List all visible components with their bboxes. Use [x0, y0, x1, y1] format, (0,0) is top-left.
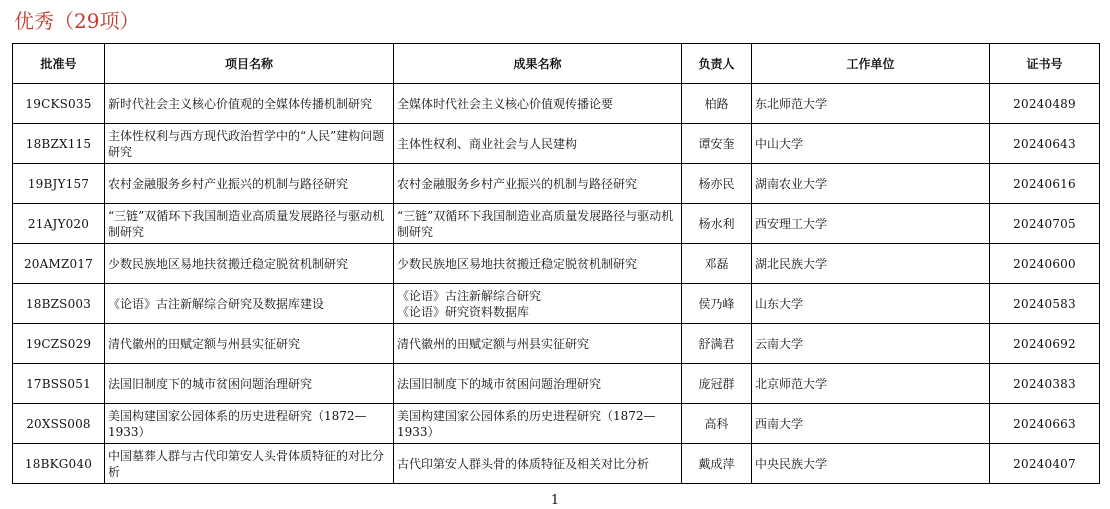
table-header-row: [13, 44, 1100, 84]
header-certificate-number: 证书号: [990, 44, 1100, 84]
header-project-name: 项目名称: [105, 44, 394, 84]
header-result-name: 成果名称: [394, 44, 682, 84]
cell-work-unit: 西安理工大学: [752, 204, 990, 244]
table-row: [13, 204, 1100, 244]
cell-leader: 庞冠群: [682, 364, 752, 404]
cell-approval-number: 19CKS035: [13, 84, 105, 124]
cell-work-unit: 北京师范大学: [752, 364, 990, 404]
header-leader: 负责人: [682, 44, 752, 84]
table-row: [13, 404, 1100, 444]
cell-work-unit: 中央民族大学: [752, 444, 990, 484]
cell-result-name: 主体性权利、商业社会与人民建构: [394, 124, 682, 164]
cell-leader: 杨亦民: [682, 164, 752, 204]
cell-leader: 高科: [682, 404, 752, 444]
cell-certificate-number: 20240616: [990, 164, 1100, 204]
cell-approval-number: 17BSS051: [13, 364, 105, 404]
cell-leader: 舒满君: [682, 324, 752, 364]
table-row: [13, 244, 1100, 284]
cell-result-name: 美国构建国家公园体系的历史进程研究（1872—1933）: [394, 404, 682, 444]
awards-table: [12, 43, 1100, 484]
table-body: [13, 84, 1100, 484]
cell-certificate-number: 20240383: [990, 364, 1100, 404]
cell-certificate-number: 20240583: [990, 284, 1100, 324]
cell-project-name: 清代徽州的田赋定额与州县实征研究: [105, 324, 394, 364]
table-row: [13, 324, 1100, 364]
cell-work-unit: 西南大学: [752, 404, 990, 444]
table-row: [13, 284, 1100, 324]
table-row: [13, 364, 1100, 404]
header-approval-number: 批准号: [13, 44, 105, 84]
cell-result-name: 法国旧制度下的城市贫困问题治理研究: [394, 364, 682, 404]
cell-leader: 谭安奎: [682, 124, 752, 164]
cell-approval-number: 18BZS003: [13, 284, 105, 324]
cell-project-name: 农村金融服务乡村产业振兴的机制与路径研究: [105, 164, 394, 204]
cell-leader: 侯乃峰: [682, 284, 752, 324]
cell-result-name: 古代印第安人群头骨的体质特征及相关对比分析: [394, 444, 682, 484]
cell-result-name: 少数民族地区易地扶贫搬迁稳定脱贫机制研究: [394, 244, 682, 284]
table-row: [13, 124, 1100, 164]
header-work-unit: 工作单位: [752, 44, 990, 84]
cell-certificate-number: 20240705: [990, 204, 1100, 244]
cell-leader: 杨水利: [682, 204, 752, 244]
cell-result-name: 全媒体时代社会主义核心价值观传播论要: [394, 84, 682, 124]
cell-leader: 戴成萍: [682, 444, 752, 484]
cell-result-name: 清代徽州的田赋定额与州县实征研究: [394, 324, 682, 364]
cell-project-name: 少数民族地区易地扶贫搬迁稳定脱贫机制研究: [105, 244, 394, 284]
cell-approval-number: 21AJY020: [13, 204, 105, 244]
cell-project-name: 新时代社会主义核心价值观的全媒体传播机制研究: [105, 84, 394, 124]
cell-project-name: “三链”双循环下我国制造业高质量发展路径与驱动机制研究: [105, 204, 394, 244]
cell-leader: 邓磊: [682, 244, 752, 284]
cell-certificate-number: 20240407: [990, 444, 1100, 484]
cell-work-unit: 湖南农业大学: [752, 164, 990, 204]
cell-approval-number: 20XSS008: [13, 404, 105, 444]
cell-approval-number: 20AMZ017: [13, 244, 105, 284]
cell-project-name: 美国构建国家公园体系的历史进程研究（1872—1933）: [105, 404, 394, 444]
table-row: [13, 164, 1100, 204]
cell-approval-number: 18BKG040: [13, 444, 105, 484]
cell-certificate-number: 20240489: [990, 84, 1100, 124]
cell-work-unit: 云南大学: [752, 324, 990, 364]
page-number: 1: [550, 493, 560, 508]
cell-certificate-number: 20240692: [990, 324, 1100, 364]
cell-project-name: 《论语》古注新解综合研究及数据库建设: [105, 284, 394, 324]
cell-result-name: “三链”双循环下我国制造业高质量发展路径与驱动机制研究: [394, 204, 682, 244]
cell-work-unit: 东北师范大学: [752, 84, 990, 124]
cell-project-name: 法国旧制度下的城市贫困问题治理研究: [105, 364, 394, 404]
section-heading: 优秀（29项）: [14, 9, 140, 33]
cell-work-unit: 中山大学: [752, 124, 990, 164]
cell-project-name: 中国墓葬人群与古代印第安人头骨体质特征的对比分析: [105, 444, 394, 484]
cell-leader: 柏路: [682, 84, 752, 124]
cell-result-name: 农村金融服务乡村产业振兴的机制与路径研究: [394, 164, 682, 204]
cell-work-unit: 山东大学: [752, 284, 990, 324]
cell-certificate-number: 20240600: [990, 244, 1100, 284]
cell-approval-number: 19CZS029: [13, 324, 105, 364]
cell-certificate-number: 20240643: [990, 124, 1100, 164]
table-row: [13, 84, 1100, 124]
cell-result-name: 《论语》古注新解综合研究 《论语》研究资料数据库: [394, 284, 682, 324]
cell-approval-number: 18BZX115: [13, 124, 105, 164]
cell-certificate-number: 20240663: [990, 404, 1100, 444]
cell-work-unit: 湖北民族大学: [752, 244, 990, 284]
cell-project-name: 主体性权利与西方现代政治哲学中的“人民”建构问题研究: [105, 124, 394, 164]
cell-approval-number: 19BJY157: [13, 164, 105, 204]
table-row: [13, 444, 1100, 484]
